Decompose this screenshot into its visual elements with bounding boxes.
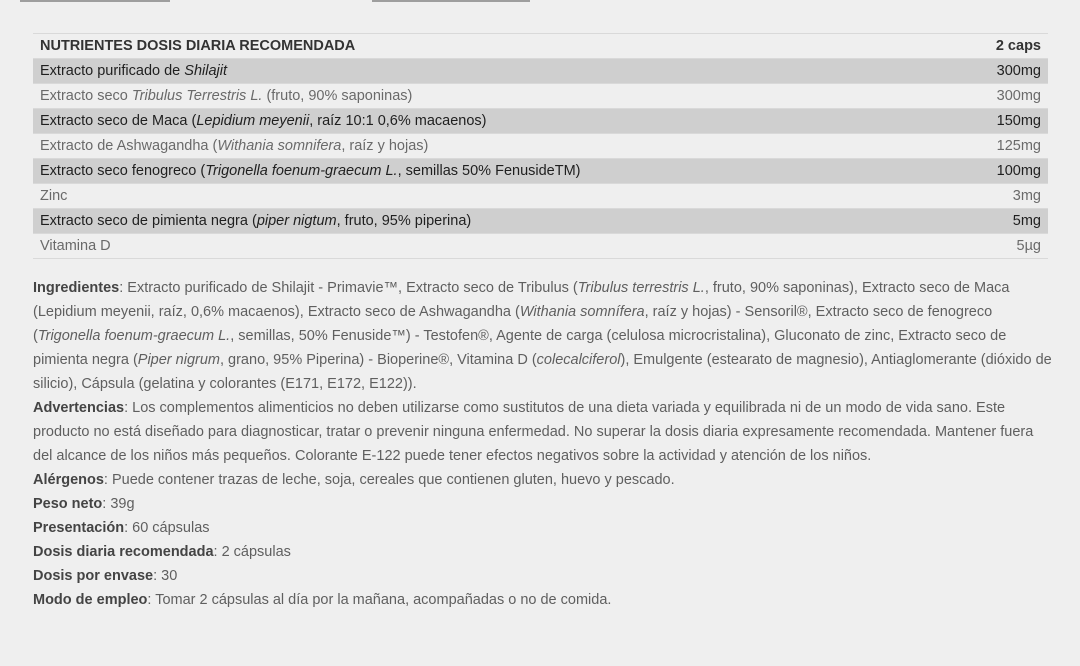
nutrient-value: 150mg (950, 109, 1048, 134)
table-row (33, 84, 1048, 109)
table-row (33, 184, 1048, 209)
nutrient-table (33, 33, 1048, 259)
nutrient-name: Extracto purificado de Shilajit (33, 59, 950, 84)
nutrient-value: 5µg (950, 234, 1048, 259)
tab-underline-left (20, 0, 170, 2)
product-info (33, 276, 1053, 612)
nutrient-name: Vitamina D (33, 234, 950, 259)
header-dose: 2 caps (950, 34, 1048, 59)
net-weight-line: Peso neto: 39g (33, 496, 135, 512)
nutrient-value: 3mg (950, 184, 1048, 209)
ingredients-paragraph: Ingredientes: Extracto purificado de Shilajit - Primavie™, Extracto seco de Tribulus (Tribulus terrestris L., fruto, 90% saponinas), Extracto seco de Maca (Lepidium meyenii, raíz, 0,6% macaenos), Extracto seco de Ashwagandha (Withania somnífera, raíz y hojas) - Sensoril®, Extracto seco de fenogreco (Trigonella foenum-graecum L., semillas, 50% Fenuside™) - Testofen®, Agente de carga (celulosa microcristalina), Gluconato de zinc, Extracto seco de pimienta negra (Piper nigrum, grano, 95% Piperina) - Bioperine®, Vitamina D (colecalciferol), Emulgente (estearato de magnesio), Antiaglomerante (dióxido de silicio), Cápsula (gelatina y colorantes (E171, E172, E122)). (33, 280, 1052, 392)
usage-line: Modo de empleo: Tomar 2 cápsulas al día por la mañana, acompañadas o no de comida. (33, 592, 612, 608)
table-row (33, 159, 1048, 184)
nutrient-name: Extracto seco de Maca (Lepidium meyenii, raíz 10:1 0,6% macaenos) (33, 109, 950, 134)
daily-dose-line: Dosis diaria recomendada: 2 cápsulas (33, 544, 291, 560)
nutrient-name: Extracto seco de pimienta negra (piper nigtum, fruto, 95% piperina) (33, 209, 950, 234)
tab-underline-right (372, 0, 530, 2)
nutrient-name: Zinc (33, 184, 950, 209)
table-row (33, 109, 1048, 134)
table-header-row (33, 34, 1048, 59)
doses-per-pack-line: Dosis por envase: 30 (33, 568, 178, 584)
table-row (33, 59, 1048, 84)
nutrient-value: 100mg (950, 159, 1048, 184)
nutrient-name: Extracto seco fenogreco (Trigonella foenum-graecum L., semillas 50% FenusideTM) (33, 159, 950, 184)
table-row (33, 134, 1048, 159)
header-nutrients: NUTRIENTES DOSIS DIARIA RECOMENDADA (33, 34, 950, 59)
table-row (33, 234, 1048, 259)
allergens-paragraph: Alérgenos: Puede contener trazas de leche, soja, cereales que contienen gluten, huevo y pescado. (33, 472, 675, 488)
nutrient-value: 300mg (950, 84, 1048, 109)
nutrient-value: 5mg (950, 209, 1048, 234)
warnings-paragraph: Advertencias: Los complementos alimenticios no deben utilizarse como sustitutos de una dieta variada y equilibrada ni de un modo de vida sano. Este producto no está diseñado para diagnosticar, tratar o prevenir ninguna enfermedad. No superar la dosis diaria expresamente recomendada. Mantener fuera del alcance de los niños más pequeños. Colorante E-122 puede tener efectos negativos sobre la actividad y atención de los niños. (33, 400, 1034, 464)
nutrient-name: Extracto de Ashwagandha (Withania somnifera, raíz y hojas) (33, 134, 950, 159)
nutrient-value: 300mg (950, 59, 1048, 84)
table-row (33, 209, 1048, 234)
presentation-line: Presentación: 60 cápsulas (33, 520, 210, 536)
nutrient-value: 125mg (950, 134, 1048, 159)
nutrient-name: Extracto seco Tribulus Terrestris L. (fruto, 90% saponinas) (33, 84, 950, 109)
